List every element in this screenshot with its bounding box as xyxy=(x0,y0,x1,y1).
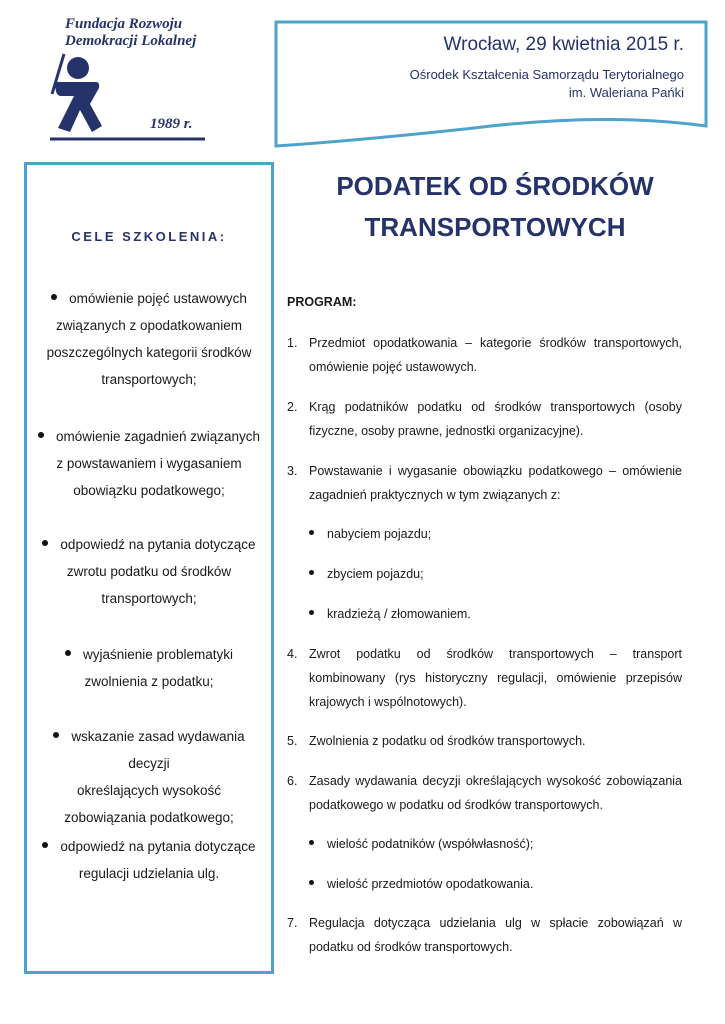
goal-item xyxy=(33,285,265,393)
item-number: 6. xyxy=(287,774,298,788)
program-subitem: nabyciem pojazdu; xyxy=(309,522,431,546)
goal-line: omówienie pojęć ustawowych xyxy=(33,285,265,312)
bullet-icon xyxy=(38,432,44,438)
goal-line: odpowiedź na pytania dotyczące xyxy=(33,531,265,558)
bullet-icon xyxy=(309,570,314,575)
header-organization xyxy=(410,66,684,102)
logo-year: 1989 r. xyxy=(150,116,193,132)
item-number: 7. xyxy=(287,916,298,930)
goal-line: transportowych; xyxy=(101,591,197,606)
bullet-icon xyxy=(309,880,314,885)
program-item xyxy=(287,459,682,507)
bullet-icon xyxy=(309,530,314,535)
bullet-icon xyxy=(42,540,48,546)
goal-line: wskazanie zasad wydawania decyzji xyxy=(33,723,265,777)
goal-line: odpowiedź na pytania dotyczące xyxy=(33,833,265,860)
program-item xyxy=(287,911,682,959)
program-subitem: zbyciem pojazdu; xyxy=(309,562,424,586)
goal-line: omówienie zagadnień związanych xyxy=(33,423,265,450)
item-text: Przedmiot opodatkowania – kategorie środków transportowych, omówienie pojęć ustawowych. xyxy=(309,336,682,374)
main-title: PODATEK OD ŚRODKÓW TRANSPORTOWYCH xyxy=(336,171,654,242)
bullet-icon xyxy=(309,840,314,845)
program-subitem: wielość podatników (współwłasność); xyxy=(309,832,533,856)
bullet-icon xyxy=(42,842,48,848)
bullet-icon xyxy=(309,610,314,615)
item-text: Zasady wydawania decyzji określających wysokość zobowiązania podatkowego w podatku od środków transportowych. xyxy=(309,774,682,812)
goal-item xyxy=(33,723,265,831)
goal-item xyxy=(33,531,265,612)
item-text: Zwolnienia z podatku od środków transportowych. xyxy=(309,734,586,748)
item-number: 4. xyxy=(287,647,298,661)
item-text: Zwrot podatku od środków transportowych – transport kombinowany (rys historyczny regulacji, omówienie przepisów krajowych i wspólnotowych). xyxy=(309,647,682,709)
goal-item xyxy=(33,641,265,695)
program-item xyxy=(287,642,682,714)
item-text: Krąg podatników podatku od środków transportowych (osoby fizyczne, osoby prawne, jednostki organizacyjne). xyxy=(309,400,682,438)
goal-line: transportowych; xyxy=(101,372,197,387)
training-goals-sidebar xyxy=(24,162,274,974)
header-date: Wrocław, 29 kwietnia 2015 r. xyxy=(443,34,684,55)
program-subitem: wielość przedmiotów opodatkowania. xyxy=(309,872,533,896)
item-number: 2. xyxy=(287,400,298,414)
item-number: 5. xyxy=(287,734,298,748)
bullet-icon xyxy=(53,732,59,738)
program-item xyxy=(287,729,682,753)
goal-item xyxy=(33,833,265,887)
program-subitem: kradzieżą / złomowaniem. xyxy=(309,602,471,626)
goal-line: zwrotu podatku od środków xyxy=(66,564,232,579)
item-number: 1. xyxy=(287,336,298,350)
goal-line: wyjaśnienie problematyki xyxy=(33,641,265,668)
item-text: Regulacja dotycząca udzielania ulg w spłacie zobowiązań w podatku od środków transportowych. xyxy=(309,916,682,954)
goal-item xyxy=(33,423,265,504)
foundation-logo xyxy=(50,16,220,142)
goal-line: obowiązku podatkowego; xyxy=(73,483,225,498)
goal-line: z powstawaniem i wygasaniem xyxy=(56,456,242,471)
program-label: PROGRAM: xyxy=(287,295,357,309)
program-item xyxy=(287,331,682,379)
goal-line: określających wysokość xyxy=(76,783,222,798)
goal-line: związanych z opodatkowaniem xyxy=(55,318,243,333)
goal-line: regulacji udzielania ulg. xyxy=(78,866,220,881)
goal-line: zobowiązania podatkowego; xyxy=(64,810,234,825)
item-number: 3. xyxy=(287,464,298,478)
org-line-2: im. Waleriana Pańki xyxy=(568,85,684,100)
item-text: Powstawanie i wygasanie obowiązku podatkowego – omówienie zagadnień praktycznych w tym związanych z: xyxy=(309,464,682,502)
header-box xyxy=(274,20,708,148)
program-item xyxy=(287,395,682,443)
org-line-1: Ośrodek Kształcenia Samorządu Terytorialnego xyxy=(409,67,684,82)
logo-name: Fundacja Rozwoju Demokracji Lokalnej xyxy=(65,16,197,49)
bullet-icon xyxy=(51,294,57,300)
sidebar-title: CELE SZKOLENIA: xyxy=(71,229,227,244)
goal-line: poszczególnych kategorii środków xyxy=(46,345,252,360)
bullet-icon xyxy=(65,650,71,656)
goal-line: zwolnienia z podatku; xyxy=(84,674,214,689)
program-item xyxy=(287,769,682,817)
